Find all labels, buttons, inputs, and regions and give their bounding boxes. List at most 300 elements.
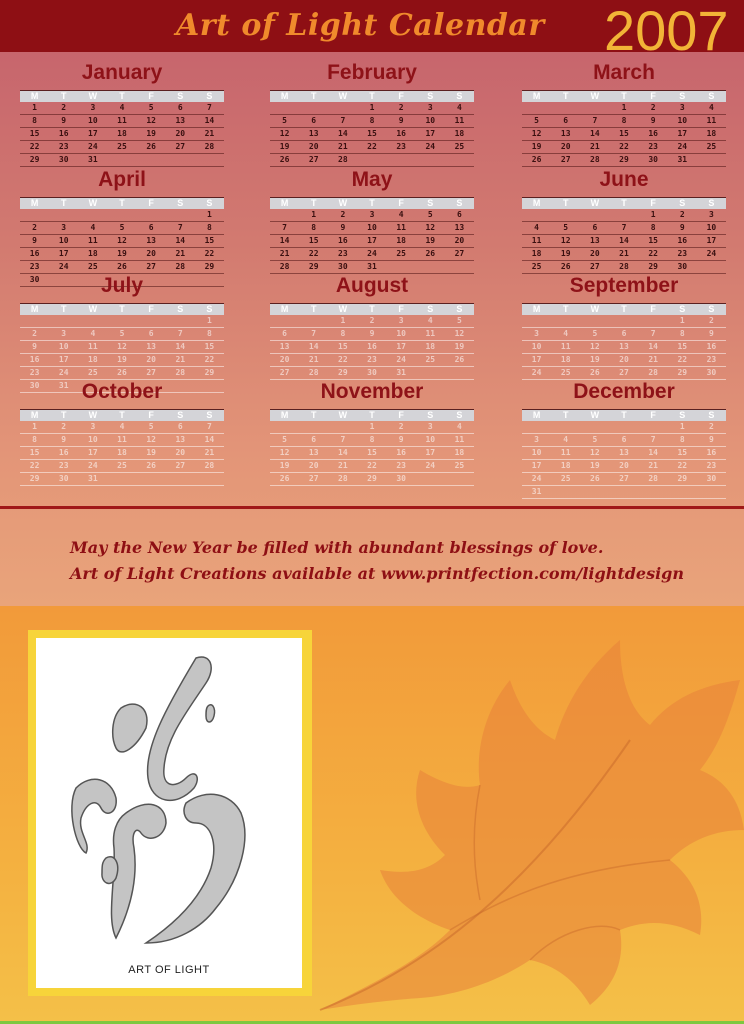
day-cell: [551, 486, 580, 498]
day-cell: 12: [146, 116, 156, 125]
weekday-label: M: [532, 410, 541, 420]
weekday-label: F: [650, 410, 656, 420]
day-cell: 12: [590, 448, 600, 457]
day-cell: 6: [177, 422, 183, 431]
day-cell: 17: [88, 129, 98, 138]
day-cell: [639, 315, 668, 327]
week-row: [20, 328, 224, 341]
day-cell: 5: [592, 435, 598, 444]
day-cell: 25: [117, 461, 127, 470]
day-cell: [137, 315, 166, 327]
weekday-label: S: [177, 304, 184, 314]
day-cell: 16: [58, 448, 69, 457]
day-cell: [551, 315, 580, 327]
day-cell: 7: [650, 435, 656, 444]
day-cell: 27: [619, 368, 629, 377]
day-cell: [609, 209, 638, 221]
day-cell: 15: [338, 342, 348, 351]
day-cell: 27: [175, 461, 186, 470]
weekday-label: S: [177, 91, 184, 101]
day-cell: [445, 473, 474, 485]
weekday-header: [20, 197, 224, 209]
day-cell: 31: [88, 474, 98, 483]
day-cell: 12: [560, 236, 571, 245]
day-cell: 13: [308, 129, 319, 138]
day-cell: 5: [148, 422, 154, 431]
day-cell: [551, 421, 580, 433]
day-cell: 30: [29, 381, 40, 390]
month-grid: [270, 303, 474, 380]
weekday-label: M: [280, 304, 289, 314]
day-cell: 27: [308, 155, 319, 164]
day-cell: 1: [369, 103, 375, 112]
day-cell: 22: [204, 249, 215, 258]
day-cell: 27: [175, 142, 186, 151]
day-cell: 23: [29, 368, 40, 377]
day-cell: 15: [204, 342, 215, 351]
week-row: [522, 141, 726, 154]
day-cell: 9: [340, 223, 346, 232]
day-cell: [270, 421, 299, 433]
week-row: [20, 460, 224, 473]
week-row: [522, 209, 726, 222]
day-cell: 6: [282, 329, 287, 338]
day-cell: 4: [563, 435, 569, 444]
day-cell: 22: [677, 355, 688, 364]
day-cell: 20: [308, 142, 319, 151]
week-row: [522, 315, 726, 328]
day-cell: [137, 209, 166, 221]
day-cell: 17: [367, 236, 377, 245]
day-cell: [107, 154, 136, 166]
day-cell: 20: [619, 355, 629, 364]
week-row: [522, 222, 726, 235]
week-row: [20, 354, 224, 367]
day-cell: 25: [454, 461, 465, 470]
day-cell: 27: [146, 368, 156, 377]
day-cell: 24: [58, 368, 69, 377]
weekday-label: S: [206, 198, 213, 208]
day-cell: 10: [706, 223, 717, 232]
day-cell: 28: [648, 474, 658, 483]
week-row: [20, 141, 224, 154]
day-cell: 1: [679, 316, 685, 325]
day-cell: 5: [119, 223, 125, 232]
weekday-header: [522, 90, 726, 102]
day-cell: 9: [32, 236, 37, 245]
day-cell: 22: [619, 142, 629, 151]
weekday-label: T: [310, 304, 317, 314]
day-cell: 19: [146, 129, 156, 138]
calendar-year: 2007: [604, 0, 729, 62]
logo-frame: [28, 630, 312, 996]
day-cell: 9: [679, 223, 685, 232]
day-cell: 23: [677, 249, 688, 258]
day-cell: 10: [88, 116, 98, 125]
day-cell: 29: [648, 262, 658, 271]
day-cell: 24: [425, 142, 436, 151]
day-cell: 10: [677, 116, 688, 125]
day-cell: 12: [531, 129, 542, 138]
day-cell: 12: [117, 342, 127, 351]
day-cell: 28: [175, 368, 186, 377]
month-november: [270, 379, 474, 486]
day-cell: 27: [454, 249, 465, 258]
day-cell: [387, 261, 416, 273]
month-name: April: [98, 168, 146, 191]
day-cell: 19: [560, 249, 571, 258]
greeting-message: May the New Year be filled with abundant blessings of love.: [70, 538, 604, 557]
week-row: [20, 434, 224, 447]
day-cell: 1: [650, 210, 656, 219]
day-cell: 13: [175, 116, 186, 125]
day-cell: 8: [207, 223, 212, 232]
month-grid: [270, 197, 474, 274]
day-cell: 31: [88, 155, 98, 164]
weekday-label: F: [148, 304, 154, 314]
day-cell: 24: [706, 249, 717, 258]
weekday-label: T: [60, 91, 67, 101]
week-row: [522, 154, 726, 167]
day-cell: 9: [709, 329, 714, 338]
week-row: [20, 209, 224, 222]
month-grid: [270, 90, 474, 167]
day-cell: 15: [619, 129, 629, 138]
day-cell: 12: [454, 329, 465, 338]
calligraphy-logo-icon: [36, 638, 302, 958]
day-cell: [522, 421, 551, 433]
day-cell: [551, 209, 580, 221]
weekday-label: S: [206, 304, 213, 314]
day-cell: 18: [117, 448, 127, 457]
day-cell: 2: [61, 103, 67, 112]
day-cell: 7: [621, 223, 627, 232]
day-cell: 5: [592, 329, 598, 338]
day-cell: 7: [207, 103, 212, 112]
day-cell: [166, 473, 195, 485]
day-cell: 2: [709, 316, 714, 325]
day-cell: 8: [207, 329, 212, 338]
weekday-header: [522, 409, 726, 421]
day-cell: 26: [146, 142, 156, 151]
weekday-header: [270, 303, 474, 315]
day-cell: [166, 315, 195, 327]
day-cell: 27: [308, 474, 319, 483]
day-cell: 4: [427, 316, 433, 325]
day-cell: 15: [29, 129, 40, 138]
week-row: [270, 115, 474, 128]
day-cell: 7: [177, 329, 183, 338]
day-cell: 6: [148, 223, 154, 232]
day-cell: 28: [590, 155, 600, 164]
day-cell: 18: [396, 236, 406, 245]
day-cell: 2: [340, 210, 346, 219]
day-cell: 28: [175, 262, 186, 271]
day-cell: 1: [340, 316, 346, 325]
day-cell: [195, 473, 224, 485]
month-name: September: [569, 274, 679, 297]
weekday-label: T: [369, 410, 375, 420]
day-cell: 27: [590, 262, 600, 271]
day-cell: 3: [534, 435, 539, 444]
day-cell: 8: [679, 435, 685, 444]
weekday-label: W: [590, 410, 600, 420]
day-cell: 8: [621, 116, 627, 125]
day-cell: 20: [175, 129, 186, 138]
day-cell: 28: [619, 262, 629, 271]
day-cell: [609, 315, 638, 327]
weekday-label: T: [562, 410, 569, 420]
day-cell: 29: [677, 474, 688, 483]
day-cell: [299, 102, 328, 114]
day-cell: 29: [367, 474, 377, 483]
week-row: [270, 447, 474, 460]
weekday-label: T: [60, 198, 67, 208]
day-cell: 1: [32, 103, 37, 112]
day-cell: [522, 315, 551, 327]
weekday-label: S: [708, 91, 715, 101]
day-cell: 2: [679, 210, 685, 219]
day-cell: 25: [88, 368, 98, 377]
day-cell: 5: [427, 210, 433, 219]
day-cell: 24: [677, 142, 688, 151]
day-cell: 21: [619, 249, 629, 258]
day-cell: 3: [61, 329, 67, 338]
day-cell: 5: [119, 329, 125, 338]
day-cell: 16: [396, 448, 406, 457]
weekday-label: W: [88, 304, 98, 314]
day-cell: 17: [677, 129, 688, 138]
day-cell: 1: [32, 422, 37, 431]
day-cell: 30: [29, 275, 40, 284]
day-cell: 19: [590, 461, 600, 470]
day-cell: 14: [175, 342, 186, 351]
weekday-header: [522, 303, 726, 315]
month-name: August: [335, 274, 409, 297]
day-cell: 6: [621, 435, 627, 444]
day-cell: 30: [706, 474, 717, 483]
day-cell: 17: [58, 249, 69, 258]
day-cell: 11: [560, 342, 571, 351]
weekday-header: [270, 409, 474, 421]
week-row: [522, 421, 726, 434]
day-cell: 16: [396, 129, 406, 138]
month-april: [20, 167, 224, 287]
weekday-label: F: [398, 91, 404, 101]
day-cell: 23: [58, 461, 69, 470]
month-name: May: [351, 168, 393, 191]
day-cell: 1: [369, 422, 375, 431]
day-cell: 9: [369, 329, 375, 338]
day-cell: 4: [709, 103, 714, 112]
month-october: [20, 379, 224, 486]
month-name: November: [320, 380, 424, 403]
day-cell: 29: [29, 474, 40, 483]
day-cell: [328, 102, 357, 114]
day-cell: 23: [29, 262, 40, 271]
day-cell: 23: [706, 461, 717, 470]
day-cell: 29: [619, 155, 629, 164]
day-cell: 7: [177, 223, 183, 232]
day-cell: 30: [338, 262, 348, 271]
day-cell: 21: [175, 249, 186, 258]
weekday-label: F: [398, 304, 404, 314]
day-cell: 4: [90, 329, 96, 338]
day-cell: 21: [338, 461, 348, 470]
weekday-label: M: [30, 198, 39, 208]
day-cell: 13: [619, 342, 629, 351]
day-cell: 13: [619, 448, 629, 457]
day-cell: 8: [679, 329, 685, 338]
day-cell: 20: [619, 461, 629, 470]
day-cell: 18: [88, 355, 98, 364]
day-cell: 20: [279, 355, 290, 364]
day-cell: 31: [58, 381, 69, 390]
week-row: [20, 235, 224, 248]
day-cell: [522, 209, 551, 221]
day-cell: 28: [204, 142, 215, 151]
day-cell: 24: [88, 142, 98, 151]
day-cell: 18: [706, 129, 717, 138]
calendar-title: Art of Light Calendar: [176, 8, 545, 43]
weekday-label: S: [679, 410, 686, 420]
day-cell: [195, 154, 224, 166]
month-december: [522, 379, 726, 499]
day-cell: 22: [338, 355, 348, 364]
day-cell: 12: [117, 236, 127, 245]
day-cell: 17: [88, 448, 98, 457]
weekday-label: W: [338, 91, 348, 101]
day-cell: 24: [396, 355, 406, 364]
week-row: [20, 473, 224, 486]
day-cell: 3: [61, 223, 67, 232]
day-cell: [580, 421, 609, 433]
day-cell: 8: [32, 435, 37, 444]
day-cell: 21: [175, 355, 186, 364]
month-name: July: [100, 274, 144, 297]
week-row: [522, 128, 726, 141]
day-cell: [299, 315, 328, 327]
weekday-label: F: [650, 91, 656, 101]
weekday-label: S: [456, 410, 463, 420]
weekday-label: F: [148, 198, 154, 208]
day-cell: 10: [58, 342, 69, 351]
day-cell: [697, 154, 726, 166]
day-cell: 5: [282, 435, 287, 444]
month-grid: [522, 197, 726, 274]
day-cell: 15: [367, 448, 377, 457]
day-cell: 24: [88, 461, 98, 470]
day-cell: 5: [534, 116, 539, 125]
day-cell: 29: [677, 368, 688, 377]
day-cell: [107, 209, 136, 221]
autumn-leaf-icon: [300, 600, 744, 1020]
day-cell: [697, 486, 726, 498]
day-cell: 13: [146, 342, 156, 351]
day-cell: [416, 154, 445, 166]
day-cell: 22: [204, 355, 215, 364]
day-cell: 25: [117, 142, 127, 151]
day-cell: 18: [454, 129, 465, 138]
day-cell: 16: [338, 236, 348, 245]
day-cell: 31: [396, 368, 406, 377]
day-cell: 2: [398, 422, 404, 431]
month-name: October: [81, 380, 163, 403]
day-cell: 22: [308, 249, 319, 258]
day-cell: 14: [338, 448, 348, 457]
week-row: [270, 154, 474, 167]
week-row: [270, 209, 474, 222]
day-cell: 21: [648, 461, 658, 470]
week-row: [270, 473, 474, 486]
day-cell: 22: [29, 142, 40, 151]
month-february: [270, 60, 474, 167]
month-grid: [522, 90, 726, 167]
day-cell: 12: [425, 223, 436, 232]
day-cell: 25: [88, 262, 98, 271]
weekday-header: [270, 197, 474, 209]
day-cell: 18: [88, 249, 98, 258]
day-cell: 3: [427, 103, 433, 112]
day-cell: 13: [279, 342, 290, 351]
weekday-label: S: [679, 198, 686, 208]
weekday-label: W: [88, 91, 98, 101]
day-cell: 23: [396, 461, 406, 470]
weekday-label: T: [621, 91, 627, 101]
day-cell: 3: [369, 210, 375, 219]
week-row: [522, 473, 726, 486]
day-cell: 1: [679, 422, 685, 431]
day-cell: 16: [706, 342, 717, 351]
day-cell: [107, 315, 136, 327]
week-row: [20, 315, 224, 328]
weekday-label: S: [427, 304, 434, 314]
day-cell: 8: [369, 435, 375, 444]
day-cell: 14: [279, 236, 290, 245]
day-cell: 4: [119, 103, 125, 112]
day-cell: 18: [425, 342, 436, 351]
day-cell: 14: [619, 236, 629, 245]
weekday-label: T: [562, 198, 569, 208]
day-cell: 14: [308, 342, 319, 351]
weekday-label: S: [456, 91, 463, 101]
day-cell: 6: [457, 210, 462, 219]
weekday-label: T: [562, 304, 569, 314]
month-grid: [20, 90, 224, 167]
day-cell: [107, 473, 136, 485]
day-cell: 19: [279, 142, 290, 151]
day-cell: [416, 473, 445, 485]
week-row: [522, 341, 726, 354]
weekday-label: T: [119, 198, 125, 208]
day-cell: 14: [204, 116, 215, 125]
weekday-label: T: [369, 198, 375, 208]
day-cell: 22: [367, 461, 377, 470]
day-cell: 3: [398, 316, 404, 325]
day-cell: 23: [58, 142, 69, 151]
day-cell: 15: [204, 236, 215, 245]
week-row: [270, 354, 474, 367]
day-cell: 3: [709, 210, 714, 219]
day-cell: 26: [560, 262, 571, 271]
day-cell: 24: [531, 368, 542, 377]
week-row: [522, 460, 726, 473]
week-row: [20, 222, 224, 235]
month-grid: [522, 409, 726, 499]
day-cell: 2: [61, 422, 67, 431]
week-row: [270, 248, 474, 261]
day-cell: 9: [32, 342, 37, 351]
